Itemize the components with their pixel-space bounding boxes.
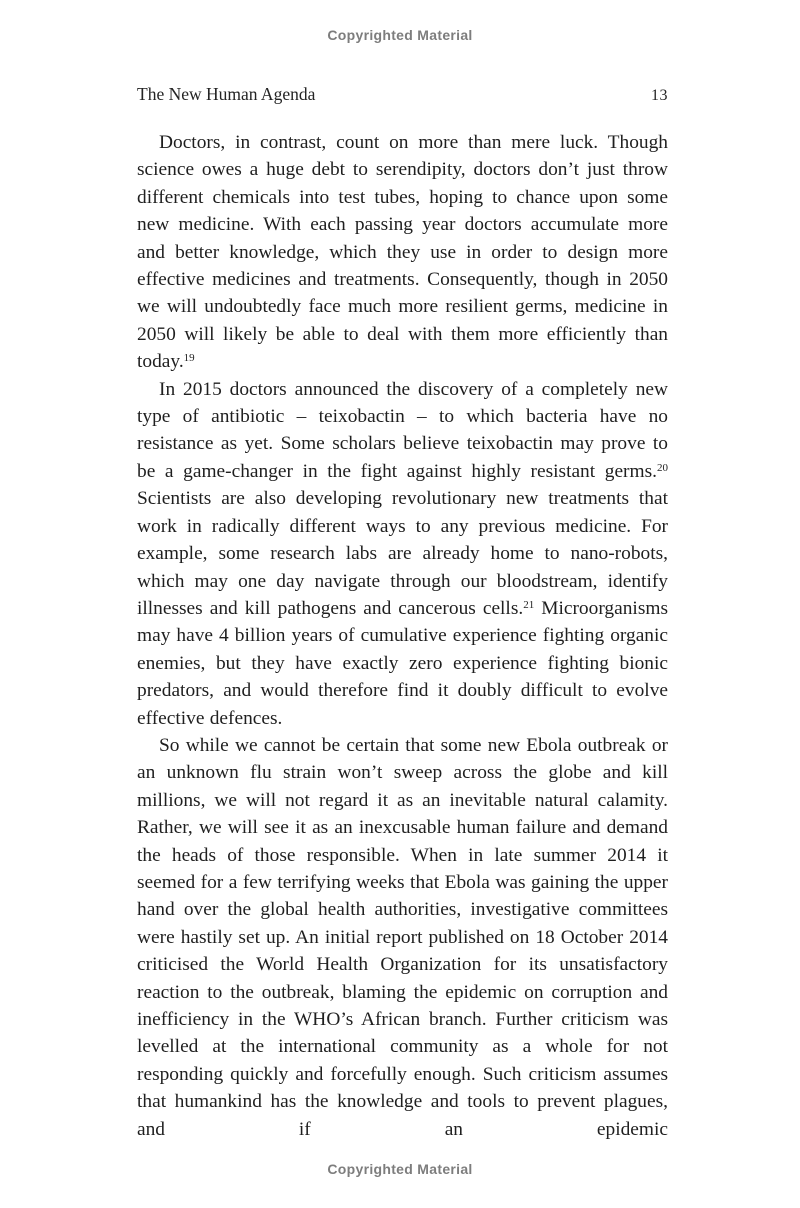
paragraph: Doctors, in contrast, count on more than mere luck. Though science owes a huge debt to serendipity, doctors don’t just throw different chemicals into test tubes, hoping to chance upon some new medicine. With each passing year doctors accumulate more and better knowledge, which they use in order to design more effective medicines and treatments. Consequently, though in 2050 we will undoubtedly face much more resilient germs, medicine in 2050 will likely be able to deal with them more efficiently than today.$^{19}$ xyxy=(137,132,668,373)
copyright-notice-bottom: Copyrighted Material xyxy=(327,1161,473,1177)
footnote-marker: 20 xyxy=(657,461,668,474)
body-text xyxy=(137,129,668,1143)
paragraph: In 2015 doctors announced the discovery of a completely new type of antibiotic – teixobactin – to which bacteria have no resistance as yet. Some scholars believe teixobactin may prove to be a game-changer in the fight against highly resistant germs.$^{20}$ Scientists are also developing revolutionary new treatments that work in radically different ways to any previous medicine. For example, some research labs are already home to nano-robots, which may one day navigate through our bloodstream, identify illnesses and kill pathogens and cancerous cells.$^{21}$ Microorganisms may have 4 billion years of cumulative experience fighting organic enemies, but they have exactly zero experience fighting bionic predators, and would therefore find it doubly difficult to evolve effective defences. xyxy=(137,378,668,729)
copyright-notice-top: Copyrighted Material xyxy=(327,27,473,43)
chapter-title: The New Human Agenda xyxy=(137,84,316,104)
footnote-marker: 19 xyxy=(183,352,195,365)
running-header xyxy=(137,84,668,105)
paragraph: So while we cannot be certain that some new Ebola outbreak or an unknown flu strain won’t sweep across the globe and kill millions, we will not regard it as an inevitable natural calamity. Rather, we will see it as an inexcusable human failure and demand the heads of those responsible. When in late summer 2014 it seemed for a few terrifying weeks that Ebola was gaining the upper hand over the global health authorities, investigative committees were hastily set up. An initial report published on 18 October 2014 criticised the World Health Organization for its unsatisfactory reaction to the outbreak, blaming the epidemic on corruption and inefficiency in the WHO’s African branch. Further criticism was levelled at the international community as a whole for not responding quickly and forcefully enough. Such criticism assumes that humankind has the knowledge and tools to prevent plagues, and if an epidemic xyxy=(137,734,668,1140)
page-number: 13 xyxy=(651,87,668,104)
footnote-marker: 21 xyxy=(523,598,535,611)
